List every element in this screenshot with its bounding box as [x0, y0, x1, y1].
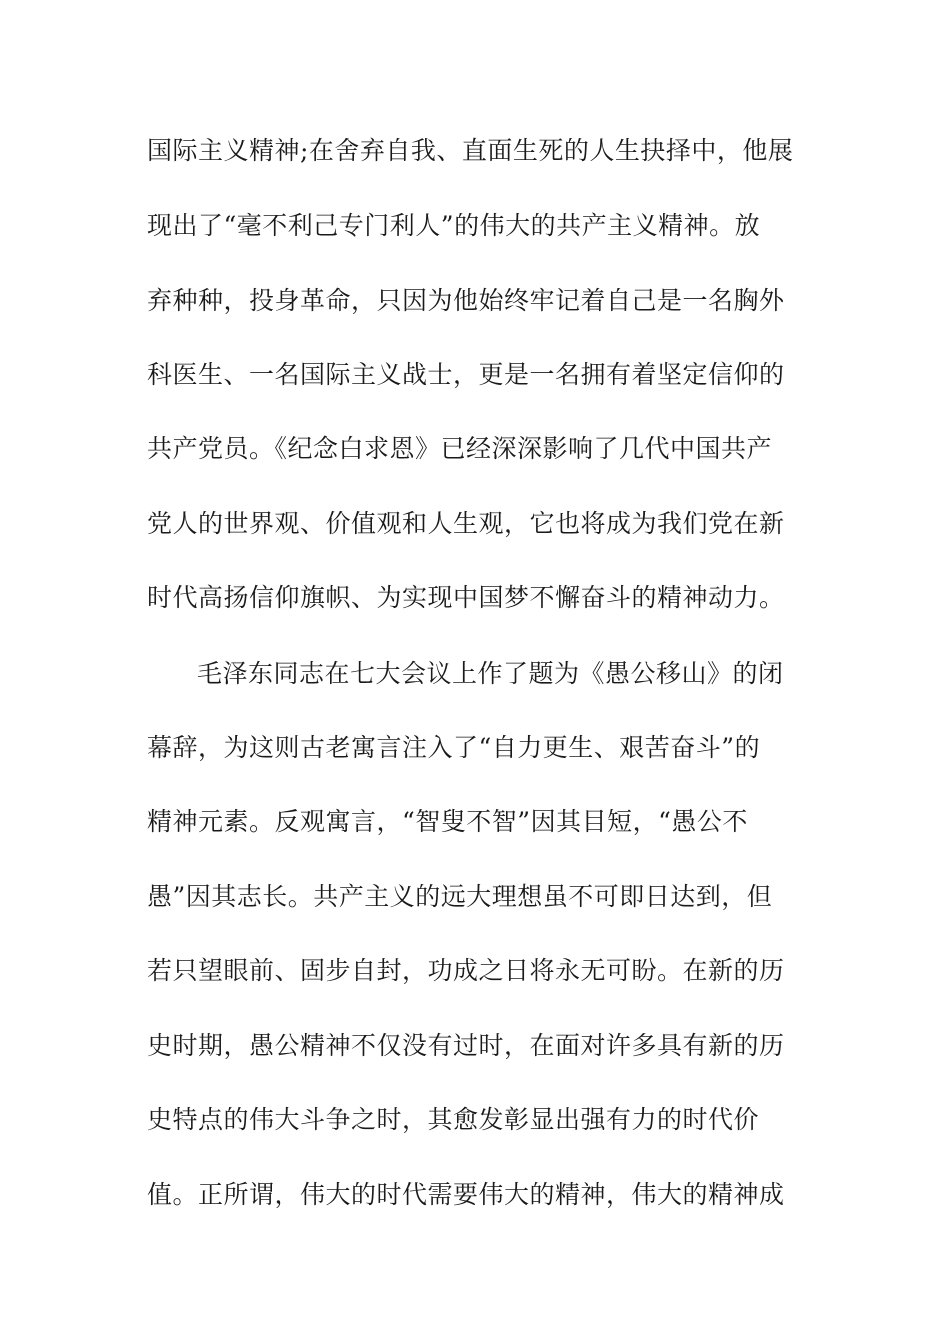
- text-line: 现出了“毫不利己专门利人”的伟大的共产主义精神。放: [147, 211, 761, 240]
- text-line: 共产党员。《纪念白求恩》已经深深影响了几代中国共产: [147, 434, 773, 463]
- text-line: 幕辞，为这则古老寓言注入了“自力更生、艰苦奋斗”的: [147, 733, 761, 762]
- text-line: 史时期，愚公精神不仅没有过时，在面对许多具有新的历: [147, 1031, 785, 1060]
- text-line: 值。正所谓，伟大的时代需要伟大的精神，伟大的精神成: [147, 1180, 785, 1209]
- text-line: 科医生、一名国际主义战士，更是一名拥有着坚定信仰的: [147, 360, 785, 389]
- text-line: 精神元素。反观寓言，“智叟不智”因其目短，“愚公不: [147, 807, 748, 836]
- text-line: 时代高扬信仰旗帜、为实现中国梦不懈奋斗的精神动力。: [147, 583, 785, 612]
- paragraph-first-line: 毛泽东同志在七大会议上作了题为《愚公移山》的闭: [197, 659, 784, 688]
- text-line: 愚”因其志长。共产主义的远大理想虽不可即日达到，但: [147, 882, 773, 911]
- text-line: 国际主义精神;在舍弃自我、直面生死的人生抉择中，他展: [147, 136, 794, 165]
- text-line: 弃种种，投身革命，只因为他始终牢记着自己是一名胸外: [147, 286, 785, 315]
- text-line: 史特点的伟大斗争之时，其愈发彰显出强有力的时代价: [147, 1105, 760, 1134]
- text-line: 若只望眼前、固步自封，功成之日将永无可盼。在新的历: [147, 956, 785, 985]
- text-line: 党人的世界观、价值观和人生观，它也将成为我们党在新: [147, 509, 785, 538]
